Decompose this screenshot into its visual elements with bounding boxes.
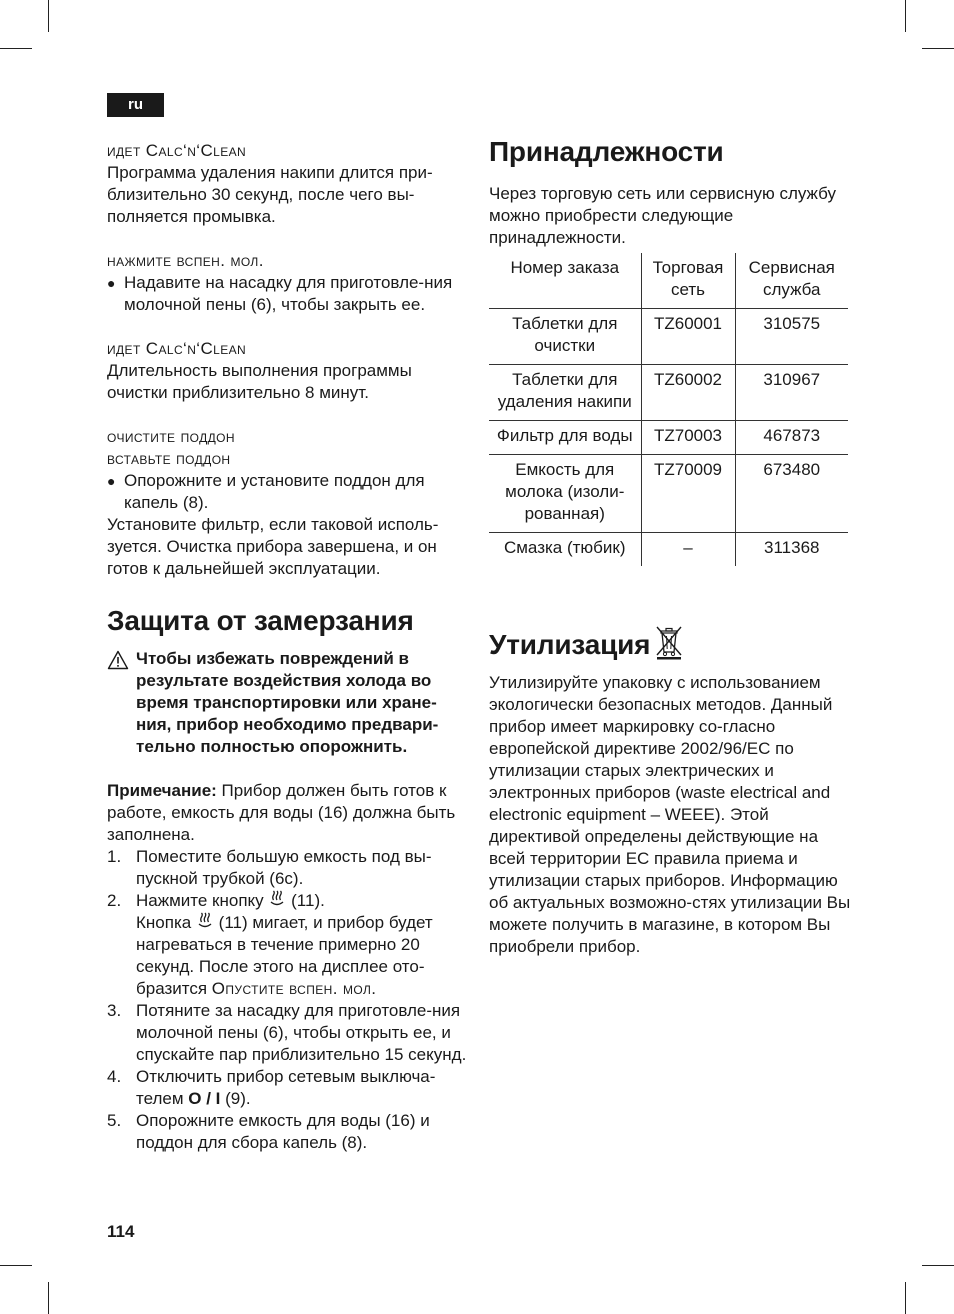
step-number: 3. xyxy=(107,1001,122,1020)
table-header: Торговая сеть xyxy=(641,253,735,309)
table-cell: TZ70009 xyxy=(641,455,735,533)
table-cell: Таблетки для удаления накипи xyxy=(489,365,641,421)
warning-block xyxy=(107,648,469,758)
table-cell: 467873 xyxy=(735,421,848,455)
table-cell: – xyxy=(641,533,735,567)
section-heading-disposal xyxy=(489,624,851,662)
step-item xyxy=(107,1110,469,1154)
table-cell: Фильтр для воды xyxy=(489,421,641,455)
crop-mark xyxy=(922,48,954,49)
table-cell: 310575 xyxy=(735,309,848,365)
table-row xyxy=(489,533,848,567)
power-switch-label: O / I xyxy=(188,1089,221,1108)
step-number: 4. xyxy=(107,1067,122,1086)
step-text: Нажмите кнопку xyxy=(136,891,269,910)
table-cell: Емкость для молока (изоли-рованная) xyxy=(489,455,641,533)
table-cell: TZ60001 xyxy=(641,309,735,365)
crop-mark xyxy=(0,48,32,49)
table-cell: 673480 xyxy=(735,455,848,533)
step-number: 2. xyxy=(107,891,122,910)
crop-mark xyxy=(922,1265,954,1266)
bullet-item: ● Надавите на насадку для приготовле-ния молочной пены (6), чтобы закрыть ее. xyxy=(107,272,469,316)
note-label: Примечание: xyxy=(107,781,217,800)
step-text: Кнопка xyxy=(136,913,196,932)
page-number: 114 xyxy=(107,1222,135,1241)
display-status: идет Calc‘n‘Clean xyxy=(107,339,247,358)
right-column xyxy=(489,135,851,958)
table-header: Номер заказа xyxy=(489,253,641,309)
display-status: Опустите вспен. мол. xyxy=(211,979,377,998)
accessories-table xyxy=(489,253,848,566)
note xyxy=(107,780,469,846)
step-text: Опорожните емкость для воды (16) и поддон для сбора капель (8). xyxy=(136,1111,430,1152)
paragraph: Длительность выполнения программы очистки приблизительно 8 минут. xyxy=(107,361,412,402)
left-column xyxy=(107,140,469,1154)
crop-mark xyxy=(905,0,906,32)
heading-text: Утилизация xyxy=(489,629,651,660)
display-status: вставьте поддон xyxy=(107,449,231,468)
steps-list xyxy=(107,846,469,1154)
display-status: очистите поддон xyxy=(107,427,235,446)
display-status: идет Calc‘n‘Clean xyxy=(107,141,247,160)
crop-mark xyxy=(905,1282,906,1314)
table-cell: TZ60002 xyxy=(641,365,735,421)
step-text: Отключить прибор сетевым выключа-телем xyxy=(136,1067,436,1108)
language-tag: ru xyxy=(107,93,164,117)
crop-mark xyxy=(48,1282,49,1314)
crop-mark xyxy=(48,0,49,32)
paragraph: Утилизируйте упаковку с использованием экологически безопасных методов. Данный прибор имеет маркировку со-гласно европейской директиве 2002/96/EC по утилизации старых электрических и электронных приборов (waste electrical and electronic equipment – WEEE). Этой директивой определены действующие на всей территории ЕС правила приема и утилизации старых приборов. Информацию об актуальных возможно-стях утилизации Вы можете получить в магазине, в котором Вы приобрели прибор. xyxy=(489,673,851,956)
table-header-row xyxy=(489,253,848,309)
step-item xyxy=(107,1066,469,1110)
warning-text: Чтобы избежать повреждений в результате воздействия холода во время транспортировки или хране-ния, прибор необходимо предвари-тельно полностью опорожнить. xyxy=(136,649,439,756)
note-text: Прибор должен быть готов к работе, емкость для воды (16) должна быть заполнена. xyxy=(107,781,456,844)
step-text: (11). xyxy=(286,891,325,910)
paragraph: Через торговую сеть или сервисную службу можно приобрести следующие принадлежности. xyxy=(489,184,836,247)
table-header: Сервисная служба xyxy=(735,253,848,309)
table-cell: 310967 xyxy=(735,365,848,421)
table-cell: 311368 xyxy=(735,533,848,567)
step-text: (11) мигает, и прибор будет нагреваться в течение примерно 20 секунд. После этого на дисплее ото-бразится xyxy=(136,913,433,998)
section-heading-frost: Защита от замерзания xyxy=(107,605,414,636)
step-number: 1. xyxy=(107,847,122,866)
step-item xyxy=(107,846,469,890)
table-cell: Таблетки для очистки xyxy=(489,309,641,365)
bullet-item: ● Опорожните и установите поддон для капель (8). xyxy=(107,470,469,514)
section-heading-accessories: Принадлежности xyxy=(489,136,724,167)
step-text: (9). xyxy=(220,1089,251,1108)
table-row xyxy=(489,455,848,533)
steam-icon xyxy=(268,890,286,908)
crossed-bin-icon xyxy=(654,624,684,660)
paragraph: Установите фильтр, если таковой исполь-зуется. Очистка прибора завершена, и он готов к дальнейшей эксплуатации. xyxy=(107,515,439,578)
warning-triangle-icon xyxy=(107,650,129,670)
step-text: Поместите большую емкость под вы-пускной трубкой (6c). xyxy=(136,847,432,888)
steam-icon xyxy=(196,912,214,930)
table-cell: Смазка (тюбик) xyxy=(489,533,641,567)
step-item xyxy=(107,1000,469,1066)
crop-mark xyxy=(0,1265,32,1266)
table-row xyxy=(489,421,848,455)
table-row xyxy=(489,309,848,365)
table-row xyxy=(489,365,848,421)
step-number: 5. xyxy=(107,1111,122,1130)
paragraph: Программа удаления накипи длится при-близительно 30 секунд, после чего вы-полняется промывка. xyxy=(107,163,433,226)
display-status: нажмите вспен. мол. xyxy=(107,251,264,270)
step-text: Потяните за насадку для приготовле-ния молочной пены (6), чтобы открыть ее, и спускайте пар приблизительно 15 секунд. xyxy=(136,1001,467,1064)
table-cell: TZ70003 xyxy=(641,421,735,455)
step-item xyxy=(107,890,469,1000)
